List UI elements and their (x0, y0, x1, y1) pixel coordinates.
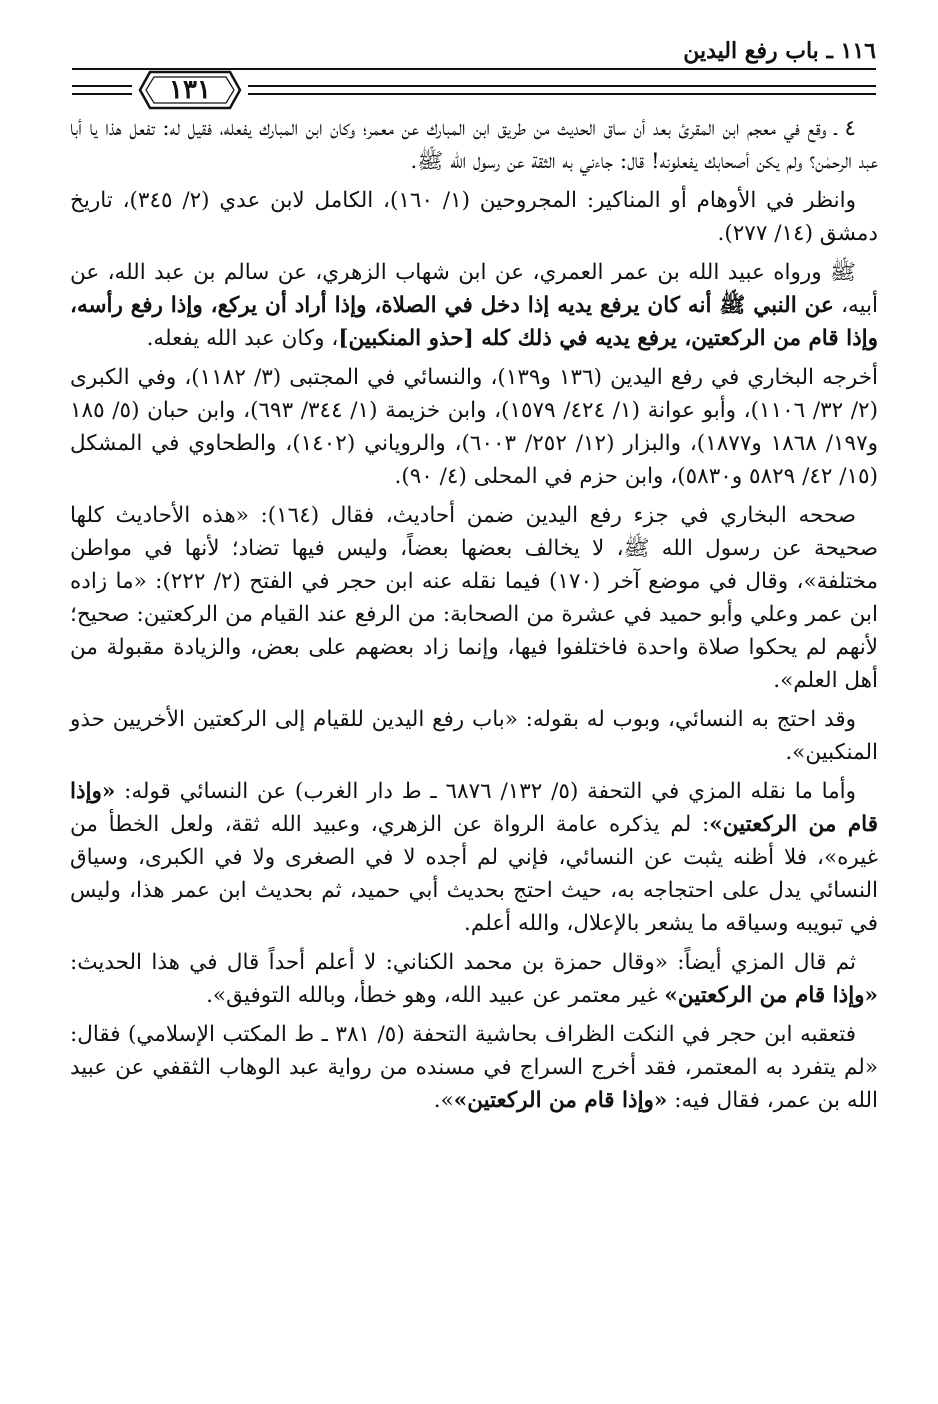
hadith-intro: ﷺ ورواه عبيد الله بن عمر العمري، عن ابن شهاب الزهري، عن سالم بن عبد الله، عن أبيه، (70, 260, 879, 318)
paragraph-takhrij: أخرجه البخاري في رفع اليدين (١٣٦ و١٣٩)، والنسائي في المجتبى (٣/ ١١٨٢)، وفي الكبرى (٢/ ٣٢/ ١١٠٦)، وأبو عوانة (١/ ٤٢٤/ ١٥٧٩)، وابن خزيمة (١/ ٣٤٤/ ٦٩٣)، وابن حبان (٥/ ١٨٥ و١٩٧/ ١٨٦٨ و١٨٧٧)، والبزار (١٢/ ٢٥٢/ ٦٠٠٣)، والروياني (١٤٠٢)، والطحاوي في المشكل (١٥/ ٤٢/ ٥٨٢٩ و٥٨٣٠)، وابن حزم في المحلى (٤/ ٩٠). (70, 365, 879, 489)
paragraph-mizzi (70, 775, 878, 940)
kinani-intro: ثم قال المزي أيضاً: «وقال حمزة بن محمد الكناني: لا أعلم أحداً قال في هذا الحديث: (70, 950, 856, 975)
ornament-double-line-left (72, 85, 132, 95)
paragraph-4: ٤ ـ وقع في معجم ابن المقرئ بعد أن ساق الحديث من طريق ابن المبارك عن معمر؛ وكان ابن المبارك يفعله، فقيل له: تفعل هذا يا أبا عبد الرحمٰن؟ ولم يكن أصحابك يفعلونه! قال: جاءني به الثقة عن رسول الله ﷺ. (70, 116, 878, 174)
paragraph-hadith (70, 256, 878, 355)
kinani-rest: غير معتمر عن عبيد الله، وهو خطأ، وبالله التوفيق». (206, 983, 665, 1008)
mizzi-rest: : لم يذكره عامة الرواة عن الزهري، وعبيد الله ثقة، ولعل الخطأ من غيره»، فلا أظنه يثبت عن النسائي، فإني لم أجده لا في الصغرى ولا في الكبرى، وسياق النسائي يدل على احتجاجه به، حيث احتج بحديث أبي حميد، ثم بحديث ابن عمر هذا، وليس في تبويبه وسياقه ما يشعر بالإعلال، والله أعلم. (70, 812, 878, 936)
paragraph-bukhari: صححه البخاري في جزء رفع اليدين ضمن أحاديث، فقال (١٦٤): «هذه الأحاديث كلها صحيحة عن رسول الله ﷺ، لا يخالف بعضها بعضاً، وليس فيها تضاد؛ لأنها في مواطن مختلفة»، وقال في موضع آخر (١٧٠) فيما نقله عنه ابن حجر في الفتح (٢/ ٢٢٢): «ما زاده ابن عمر وعلي وأبو حميد في عشرة من الصحابة: من الرفع عند القيام من الركعتين: صحيح؛ لأنهم لم يحكوا صلاة واحدة فاختلفوا فيها، وإنما زاد بعضهم على بعض، والزيادة مقبولة من أهل العلم». (70, 503, 879, 693)
hadith-outro: ، وكان عبد الله يفعله. (146, 326, 339, 351)
running-title: ١١٦ ـ باب رفع اليدين (683, 38, 876, 64)
paragraph-kinani (70, 946, 878, 1012)
page-body (70, 112, 878, 1123)
page-number-badge (136, 68, 244, 112)
paragraph-nasai: وقد احتج به النسائي، وبوب له بقوله: «باب رفع اليدين للقيام إلى الركعتين الأخريين حذو المنكبين». (70, 707, 878, 765)
mizzi-quote: «وإذا قام من الركعتين» (70, 779, 878, 837)
paragraph-references: وانظر في الأوهام أو المناكير: المجروحين (١/ ١٦٠)، الكامل لابن عدي (٢/ ٣٤٥)، تاريخ دمشق (١٤/ ٢٧٧). (70, 188, 878, 246)
ibn-hajar-intro: فتعقبه ابن حجر في النكت الظراف بحاشية التحفة (٥/ ٣٨١ ـ ط المكتب الإسلامي) فقال: «لم يتفرد به المعتمر، فقد أخرج السراج في مسنده من رواية عبد الوهاب الثقفي عن عبيد الله بن عمر، فقال فيه: (70, 1022, 878, 1113)
ibn-hajar-quote: «وإذا قام من الركعتين» (453, 1088, 668, 1113)
ornament-double-line-right (248, 85, 876, 95)
page-header (72, 36, 876, 105)
ibn-hajar-end: ». (433, 1088, 454, 1113)
page-number-ornament (72, 75, 876, 105)
paragraph-ibn-hajar (70, 1018, 878, 1117)
hadith-text: عن النبي ﷺ أنه كان يرفع يديه إذا دخل في الصلاة، وإذا أراد أن يركع، وإذا رفع رأسه، وإذا قام من الركعتين، يرفع يديه في ذلك كله [حذو المنكبين] (70, 293, 878, 351)
page-number: ١٣١ (169, 75, 211, 105)
kinani-quote: «وإذا قام من الركعتين» (664, 983, 878, 1008)
mizzi-intro: وأما ما نقله المزي في التحفة (٥/ ١٣٢/ ٦٨٧٦ ـ ط دار الغرب) عن النسائي قوله: (115, 779, 857, 804)
